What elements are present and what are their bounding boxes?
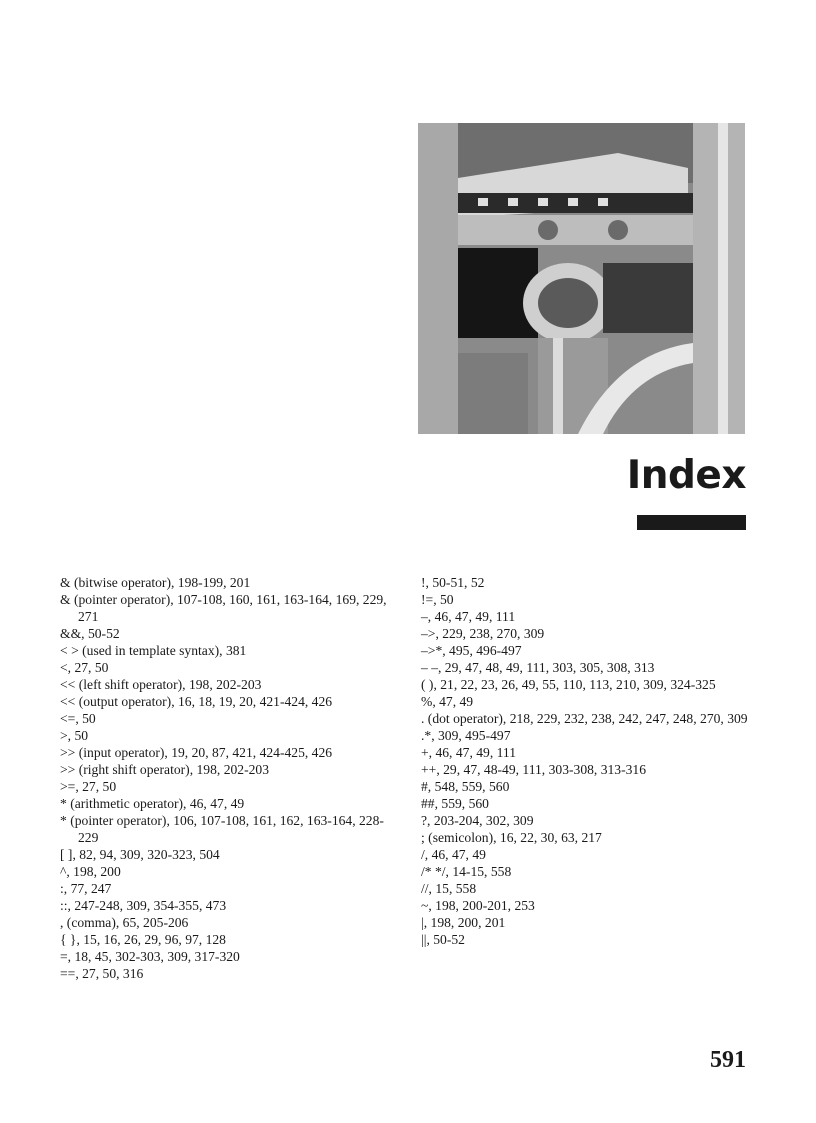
index-entry: ++, 29, 47, 48-49, 111, 303-308, 313-316 bbox=[421, 762, 647, 777]
index-entry: //, 15, 558 bbox=[421, 881, 477, 896]
index-entry: >, 50 bbox=[60, 728, 89, 743]
index-entry: ::, 247-248, 309, 354-355, 473 bbox=[60, 898, 227, 913]
index-entry: * (pointer operator), 106, 107-108, 161, 162, 163-164, 228-229 bbox=[60, 813, 384, 845]
index-entry: << (left shift operator), 198, 202-203 bbox=[60, 677, 262, 692]
index-entry: ##, 559, 560 bbox=[421, 796, 489, 811]
index-entry: ?, 203-204, 302, 309 bbox=[421, 813, 534, 828]
index-entry: –>, 229, 238, 270, 309 bbox=[421, 626, 545, 641]
index-entry: ^, 198, 200 bbox=[60, 864, 121, 879]
title-underline-bar bbox=[637, 515, 746, 530]
index-entry: ; (semicolon), 16, 22, 30, 63, 217 bbox=[421, 830, 602, 845]
index-entry: &&, 50-52 bbox=[60, 626, 120, 641]
index-entry: ||, 50-52 bbox=[421, 932, 465, 947]
index-entry: & (bitwise operator), 198-199, 201 bbox=[60, 575, 251, 590]
index-entry: >=, 27, 50 bbox=[60, 779, 117, 794]
index-entry: <, 27, 50 bbox=[60, 660, 109, 675]
index-entry: +, 46, 47, 49, 111 bbox=[421, 745, 517, 760]
index-entry: – –, 29, 47, 48, 49, 111, 303, 305, 308, 313 bbox=[421, 660, 655, 675]
index-right-column bbox=[421, 574, 761, 948]
chapter-opener-photo bbox=[418, 123, 745, 434]
index-entry: –>*, 495, 496-497 bbox=[421, 643, 522, 658]
index-entry: |, 198, 200, 201 bbox=[421, 915, 506, 930]
index-entry: >> (right shift operator), 198, 202-203 bbox=[60, 762, 270, 777]
page-number: 591 bbox=[710, 1047, 746, 1073]
index-entry: :, 77, 247 bbox=[60, 881, 112, 896]
index-entry: #, 548, 559, 560 bbox=[421, 779, 510, 794]
index-entry: & (pointer operator), 107-108, 160, 161, 163-164, 169, 229, 271 bbox=[60, 592, 387, 624]
index-entry: < > (used in template syntax), 381 bbox=[60, 643, 247, 658]
index-entry: >> (input operator), 19, 20, 87, 421, 424-425, 426 bbox=[60, 745, 333, 760]
page-title: Index bbox=[626, 453, 746, 498]
index-entry: !=, 50 bbox=[421, 592, 454, 607]
index-entry: ==, 27, 50, 316 bbox=[60, 966, 144, 981]
index-entry: ~, 198, 200-201, 253 bbox=[421, 898, 535, 913]
index-entry: %, 47, 49 bbox=[421, 694, 474, 709]
index-entry: << (output operator), 16, 18, 19, 20, 421-424, 426 bbox=[60, 694, 333, 709]
index-entry: !, 50-51, 52 bbox=[421, 575, 485, 590]
index-entry: =, 18, 45, 302-303, 309, 317-320 bbox=[60, 949, 240, 964]
index-entry: /* */, 14-15, 558 bbox=[421, 864, 512, 879]
index-entry: [ ], 82, 94, 309, 320-323, 504 bbox=[60, 847, 220, 862]
index-entry: –, 46, 47, 49, 111 bbox=[421, 609, 516, 624]
index-entry: , (comma), 65, 205-206 bbox=[60, 915, 189, 930]
index-entry: .*, 309, 495-497 bbox=[421, 728, 511, 743]
index-entry: * (arithmetic operator), 46, 47, 49 bbox=[60, 796, 245, 811]
index-entry: ( ), 21, 22, 23, 26, 49, 55, 110, 113, 210, 309, 324-325 bbox=[421, 677, 716, 692]
index-entry: { }, 15, 16, 26, 29, 96, 97, 128 bbox=[60, 932, 226, 947]
index-entry: /, 46, 47, 49 bbox=[421, 847, 486, 862]
index-left-column bbox=[60, 574, 400, 982]
index-entry: <=, 50 bbox=[60, 711, 96, 726]
index-entry: . (dot operator), 218, 229, 232, 238, 242, 247, 248, 270, 309 bbox=[421, 711, 748, 726]
